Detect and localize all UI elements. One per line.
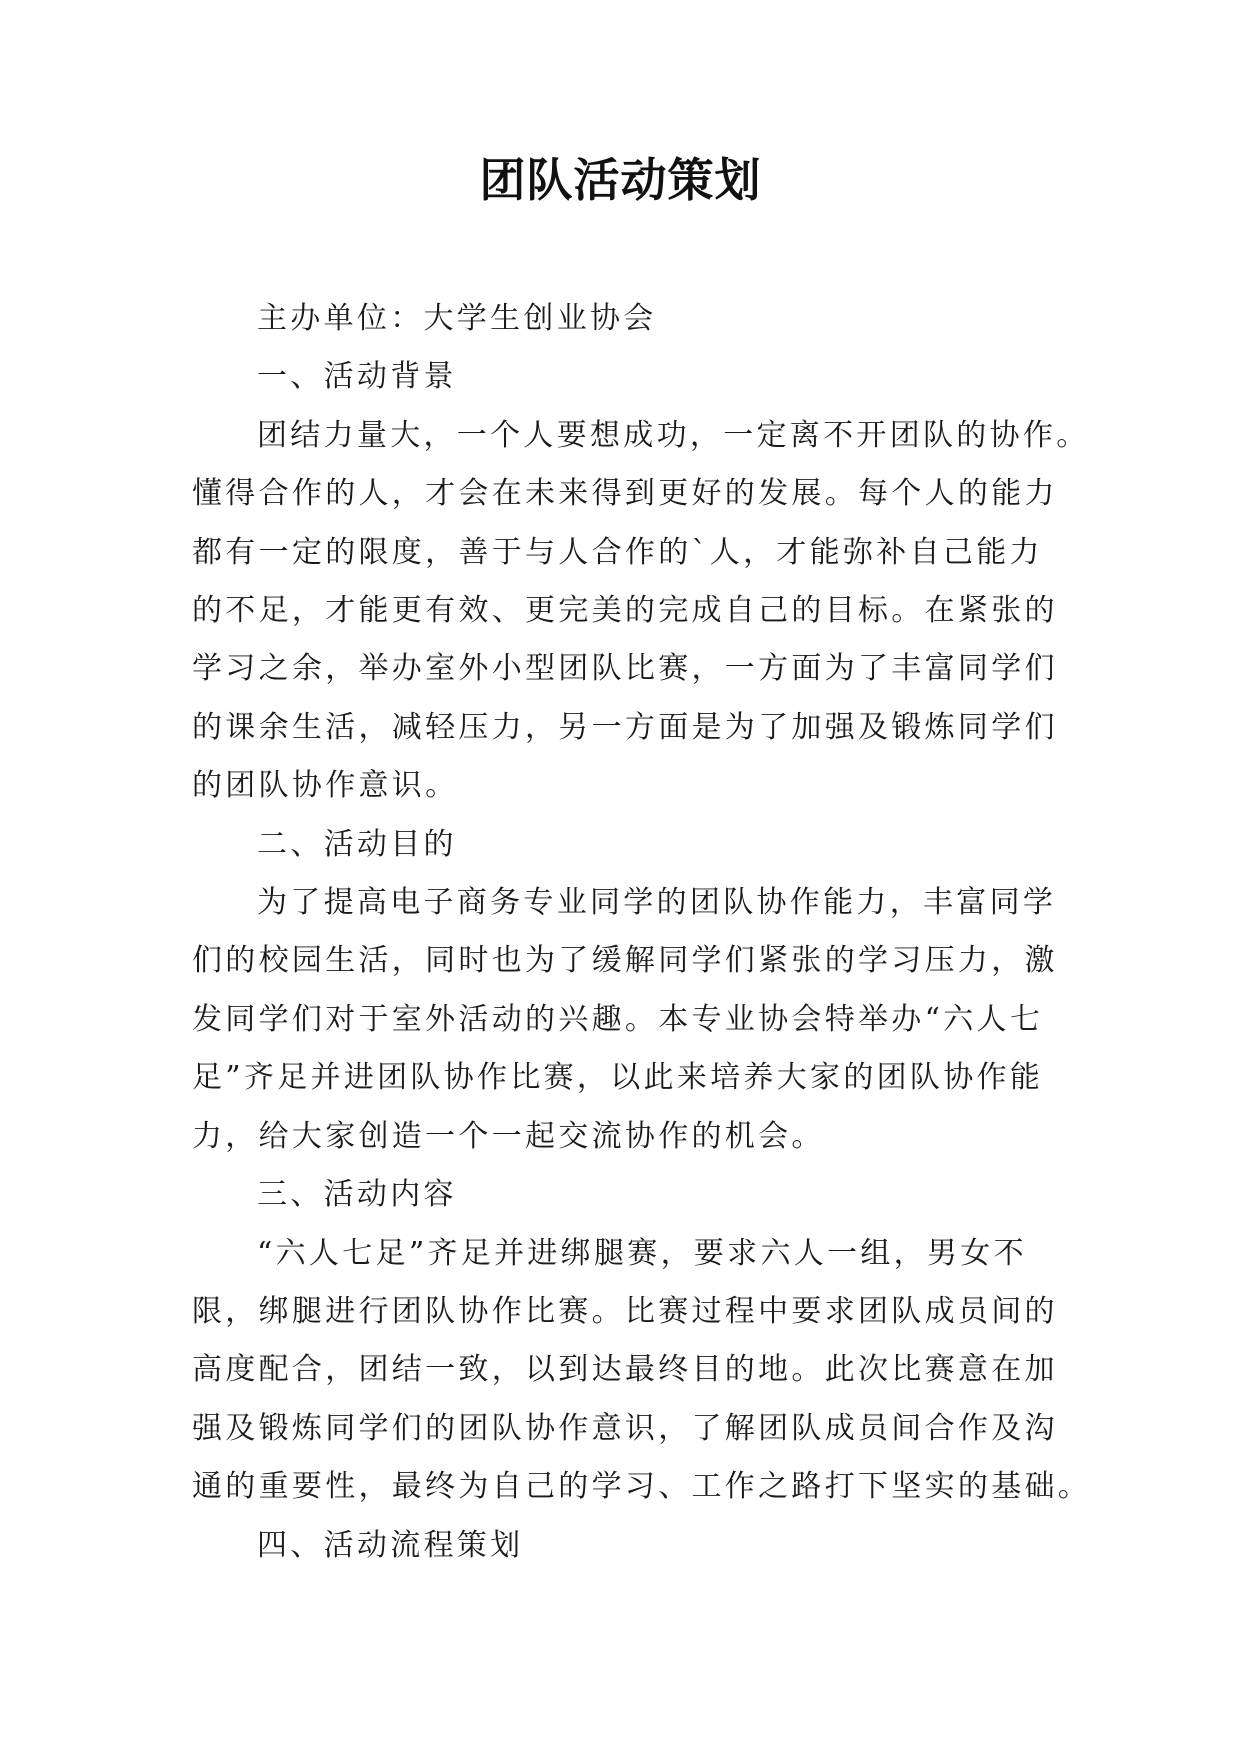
paragraph-line: 的团队协作意识。 [192,768,459,804]
section-heading-background: 一、活动背景 [257,359,457,395]
paragraph-line: 学习之余，举办室外小型团队比赛，一方面为了丰富同学们 [192,651,1058,687]
paragraph-line: 限，绑腿进行团队协作比赛。比赛过程中要求团队成员间的 [192,1293,1058,1329]
paragraph-line: 都有一定的限度，善于与人合作的`人，才能弥补自己能力 [192,534,1043,570]
paragraph-line: 为了提高电子商务专业同学的团队协作能力，丰富同学 [257,885,1057,921]
document-body [192,290,1092,1575]
paragraph-line: 强及锻炼同学们的团队协作意识，了解团队成员间合作及沟 [192,1410,1058,1446]
paragraph-line: 的课余生活，减轻压力，另一方面是为了加强及锻炼同学们 [192,709,1058,745]
document-title: 团队活动策划 [479,153,762,207]
organizer-line: 主办单位：大学生创业协会 [257,301,657,336]
paragraph-line: “六人七足”齐足并进绑腿赛，要求六人一组，男女不 [257,1235,1027,1271]
paragraph-line: 力，给大家创造一个一起交流协作的机会。 [192,1118,825,1154]
paragraph-line: 发同学们对于室外活动的兴趣。本专业协会特举办“六人七 [192,1001,1044,1037]
paragraph-line: 团结力量大，一个人要想成功，一定离不开团队的协作。 [257,417,1090,453]
section-heading-purpose: 二、活动目的 [257,826,457,862]
section-heading-process: 四、活动流程策划 [257,1527,524,1563]
paragraph-line: 高度配合，团结一致，以到达最终目的地。此次比赛意在加 [192,1352,1058,1388]
paragraph-line: 的不足，才能更有效、更完美的完成自己的目标。在紧张的 [192,593,1058,629]
paragraph-line: 们的校园生活，同时也为了缓解同学们紧张的学习压力，激 [192,943,1058,979]
paragraph-line: 懂得合作的人，才会在未来得到更好的发展。每个人的能力 [192,476,1058,512]
paragraph-line: 足”齐足并进团队协作比赛，以此来培养大家的团队协作能 [192,1060,1044,1096]
paragraph-line: 通的重要性，最终为自己的学习、工作之路打下坚实的基础。 [192,1469,1092,1505]
section-heading-content: 三、活动内容 [257,1177,457,1213]
